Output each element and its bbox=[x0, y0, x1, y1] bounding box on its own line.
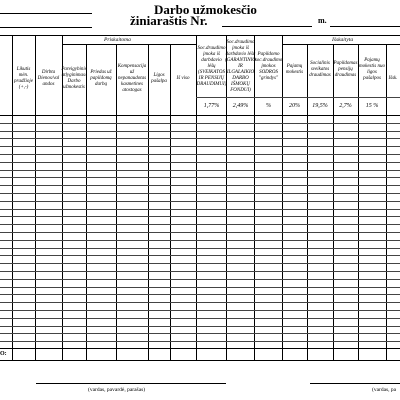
signature-line-left bbox=[36, 383, 226, 384]
table-row bbox=[0, 193, 400, 194]
table-row bbox=[0, 185, 400, 186]
column-header-soc-draudimas-1: Soc.draudimo įmoka iš darbdavio lėšų (SVEIKATOS IR PENSIJŲ DRAUDIMUI) bbox=[196, 46, 227, 87]
column-header-pareiginis: Pareigybinis atlyginimas/ Darbo užmokestis bbox=[61, 67, 87, 90]
table-row bbox=[0, 263, 400, 264]
column-header-pajamu-mokestis-ligos: Pajamų mokestis nuo ligos pašalpos bbox=[359, 58, 385, 81]
table-row bbox=[0, 201, 400, 202]
table-row bbox=[0, 341, 400, 342]
column-header-ligos-pasalpa: Ligos pašalpa bbox=[151, 73, 167, 84]
table-row bbox=[0, 154, 400, 155]
number-line bbox=[222, 26, 312, 27]
group-header-isskaityta: Išskaityta bbox=[332, 37, 354, 43]
column-header-priedas: Priedas už papildomą darbą bbox=[90, 70, 112, 87]
table-row bbox=[0, 162, 400, 163]
month-line bbox=[330, 26, 400, 27]
table-row bbox=[0, 302, 400, 303]
table-row bbox=[0, 294, 400, 295]
rate-soc-draudimas-2: 2,49% bbox=[232, 102, 249, 109]
table-row bbox=[0, 123, 400, 124]
table-row bbox=[0, 333, 400, 334]
document-title-line-2: žiniaraštis Nr. bbox=[130, 13, 208, 28]
table-bottom-border bbox=[0, 348, 400, 349]
rate-pajamu-ligos: 15 % bbox=[365, 102, 379, 109]
table-row bbox=[0, 138, 400, 139]
table-row bbox=[0, 209, 400, 210]
total-label: O: bbox=[0, 351, 7, 357]
rate-soc-draudimas-1: 1,77% bbox=[203, 102, 220, 109]
column-header-isskaita: Išsk. bbox=[388, 76, 398, 81]
table-row bbox=[0, 271, 400, 272]
table-row bbox=[0, 310, 400, 311]
table-row bbox=[0, 224, 400, 225]
table-row bbox=[0, 232, 400, 233]
table-row bbox=[0, 177, 400, 178]
signature-caption-right: (vardas, pa bbox=[372, 387, 397, 393]
table-row bbox=[0, 248, 400, 249]
column-header-kompensacija: Kompensacija už nepanaudotas kasmetines atostogas bbox=[117, 64, 147, 93]
column-header-pajamu-mokestis: Pajamų mokestis bbox=[285, 64, 304, 75]
table-row bbox=[0, 131, 400, 132]
group-header-priskaitoma: Priskaitoma bbox=[104, 37, 131, 43]
table-row bbox=[0, 240, 400, 241]
column-header-soc-draudimas-2: Soc.draudimo įmoka iš darbdavio lėšų (GARANTINIO IR ILGALAIKIO DARBO IŠMOKŲ FONDUI) bbox=[225, 40, 256, 93]
rate-pajamu-mokestis: 20% bbox=[289, 102, 300, 109]
table-row bbox=[0, 216, 400, 217]
column-header-likutis: Likutis mėn. pradžioje (+,-) bbox=[14, 67, 33, 90]
signature-line-right bbox=[310, 383, 400, 384]
table-row bbox=[0, 170, 400, 171]
column-header-papildomas-pensiju: Papildomas pensijų draudimas bbox=[333, 61, 358, 78]
header-bottom-border bbox=[0, 115, 400, 116]
column-header-dirbta: Dirbta Dienos/val andos bbox=[37, 70, 60, 87]
table-row bbox=[0, 279, 400, 280]
column-header-papildomo-soc-draudimo: Papildomo soc.draudimo įmokos SODROS "grindys" bbox=[254, 52, 283, 81]
month-label: m. bbox=[318, 16, 327, 25]
column-header-socialinis-sveikatos: Socialinis sveikatos draudimas bbox=[309, 61, 331, 78]
table-row bbox=[0, 287, 400, 288]
rate-socialinis: 19,5% bbox=[312, 102, 328, 109]
total-row-border bbox=[0, 360, 400, 361]
rate-papildomas-pensiju: 2,7% bbox=[339, 102, 352, 109]
header-left-line-1 bbox=[0, 13, 92, 14]
column-header-is-viso: Iš viso bbox=[176, 76, 190, 81]
rate-row-divider bbox=[196, 97, 400, 98]
table-row bbox=[0, 326, 400, 327]
rate-papildomo: % bbox=[266, 102, 271, 109]
table-row bbox=[0, 146, 400, 147]
header-left-line-2 bbox=[0, 27, 92, 28]
signature-caption-left: (vardas, pavardė, parašas) bbox=[88, 387, 146, 393]
table-row bbox=[0, 255, 400, 256]
table-row bbox=[0, 318, 400, 319]
document-title-line-1: Darbo užmokesčio bbox=[154, 2, 257, 17]
